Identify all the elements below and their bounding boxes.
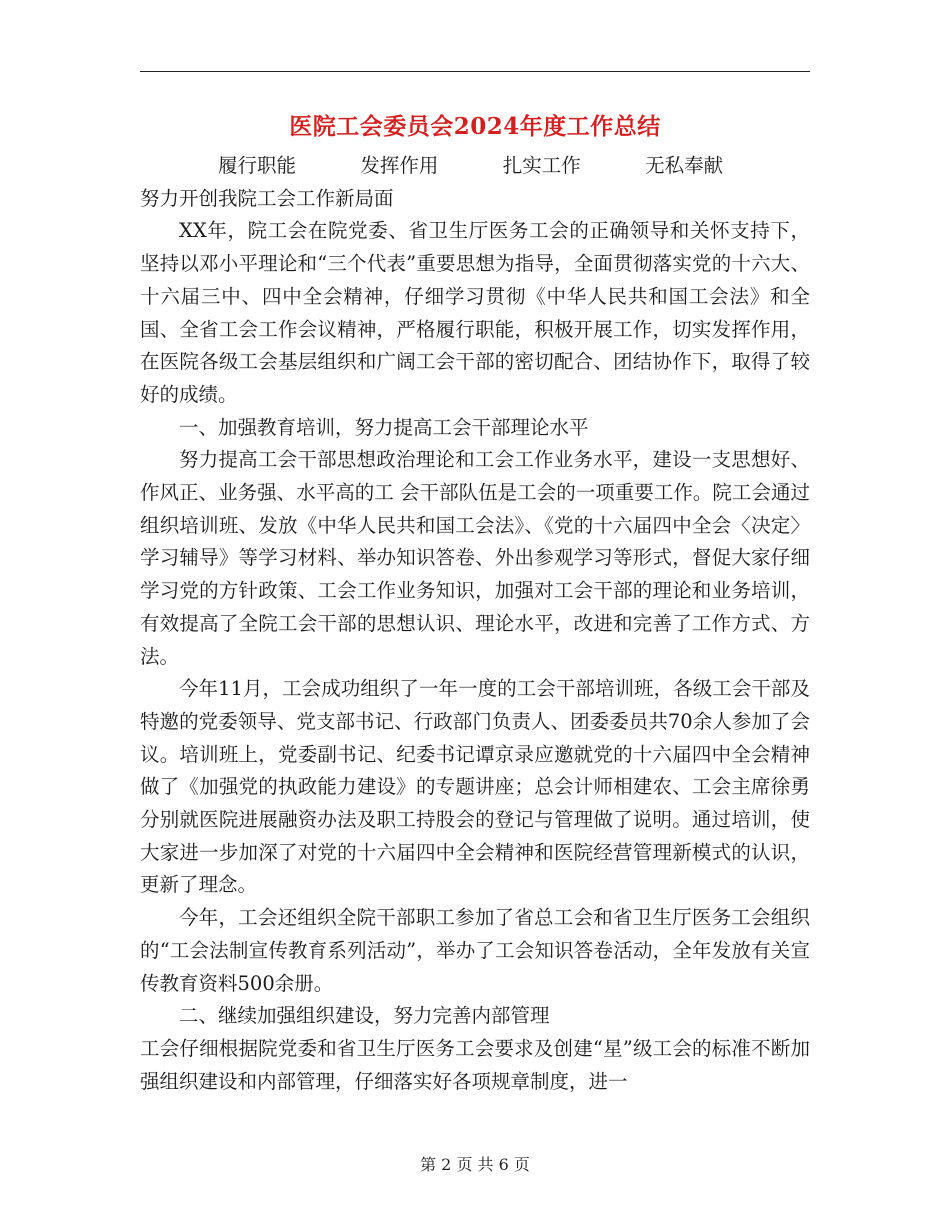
paragraph: 工会仔细根据院党委和省卫生厅医务工会要求及创建“星”级工会的标准不断加强组织建设和内部管理，仔细落实好各项规章制度，进一 (140, 1036, 810, 1093)
subtitle-part: 无私奉献 (645, 154, 724, 177)
subtitle-part: 发挥作用 (360, 154, 439, 177)
subtitle-part: 履行职能 (218, 154, 297, 177)
subtitle-line (140, 150, 810, 183)
paragraph: 今年11月，工会成功组织了一年一度的工会干部培训班，各级工会干部及特邀的党委领导、党支部书记、行政部门负责人、团委委员共70余人参加了会议。培训班上，党委副书记、纪委书记谭京录应邀就党的十六届四中全会精神做了《加强党的执政能力建设》的专题讲座；总会计师相建农、工会主席徐勇分别就医院进展融资办法及职工持股会的登记与管理做了说明。通过培训，使大家进一步加深了对党的十六届四中全会精神和医院经营管理新模式的认识，更新了理念。 (140, 677, 810, 897)
paragraph: 努力提高工会干部思想政治理论和工会工作业务水平，建设一支思想好、作风正、业务强、水平高的工 会干部队伍是工会的一项重要工作。院工会通过组织培训班、发放《中华人民共和国工会法》、《党的十六届四中全会〈决定〉学习辅导》等学习材料、举办知识答卷、外出参观学习等形式，督促大家仔细学习党的方针政策、工会工作业务知识，加强对工会干部的理论和业务培训，有效提高了全院工会干部的思想认识、理论水平，改进和完善了工作方式、方法。 (140, 448, 810, 668)
section-heading: 二、继续加强组织建设，努力完善内部管理 (179, 1004, 550, 1028)
subtitle-part: 扎实工作 (502, 154, 581, 177)
paragraph: 今年，工会还组织全院干部职工参加了省总工会和省卫生厅医务工会组织的“工会法制宣传教育系列活动”，举办了工会知识答卷活动，全年发放有关宣传教育资料500余册。 (140, 906, 810, 995)
document-body (140, 150, 810, 1098)
header-rule (140, 71, 810, 72)
page-number-footer: 第 2 页 共 6 页 (420, 1155, 530, 1174)
paragraph: XX年，院工会在院党委、省卫生厅医务工会的正确领导和关怀支持下，坚持以邓小平理论和“三个代表”重要思想为指导，全面贯彻落实党的十六大、十六届三中、四中全会精神，仔细学习贯彻《中华人民共和国工会法》和全国、全省工会工作会议精神，严格履行职能，积极开展工作，切实发挥作用，在医院各级工会基层组织和广阔工会干部的密切配合、团结协作下，取得了较好的成绩。 (140, 219, 810, 406)
subtitle-line-2: 努力开创我院工会工作新局面 (140, 186, 394, 210)
document-title: 医院工会委员会2024年度工作总结 (289, 113, 661, 140)
section-heading: 一、加强教育培训，努力提高工会干部理论水平 (179, 415, 589, 439)
